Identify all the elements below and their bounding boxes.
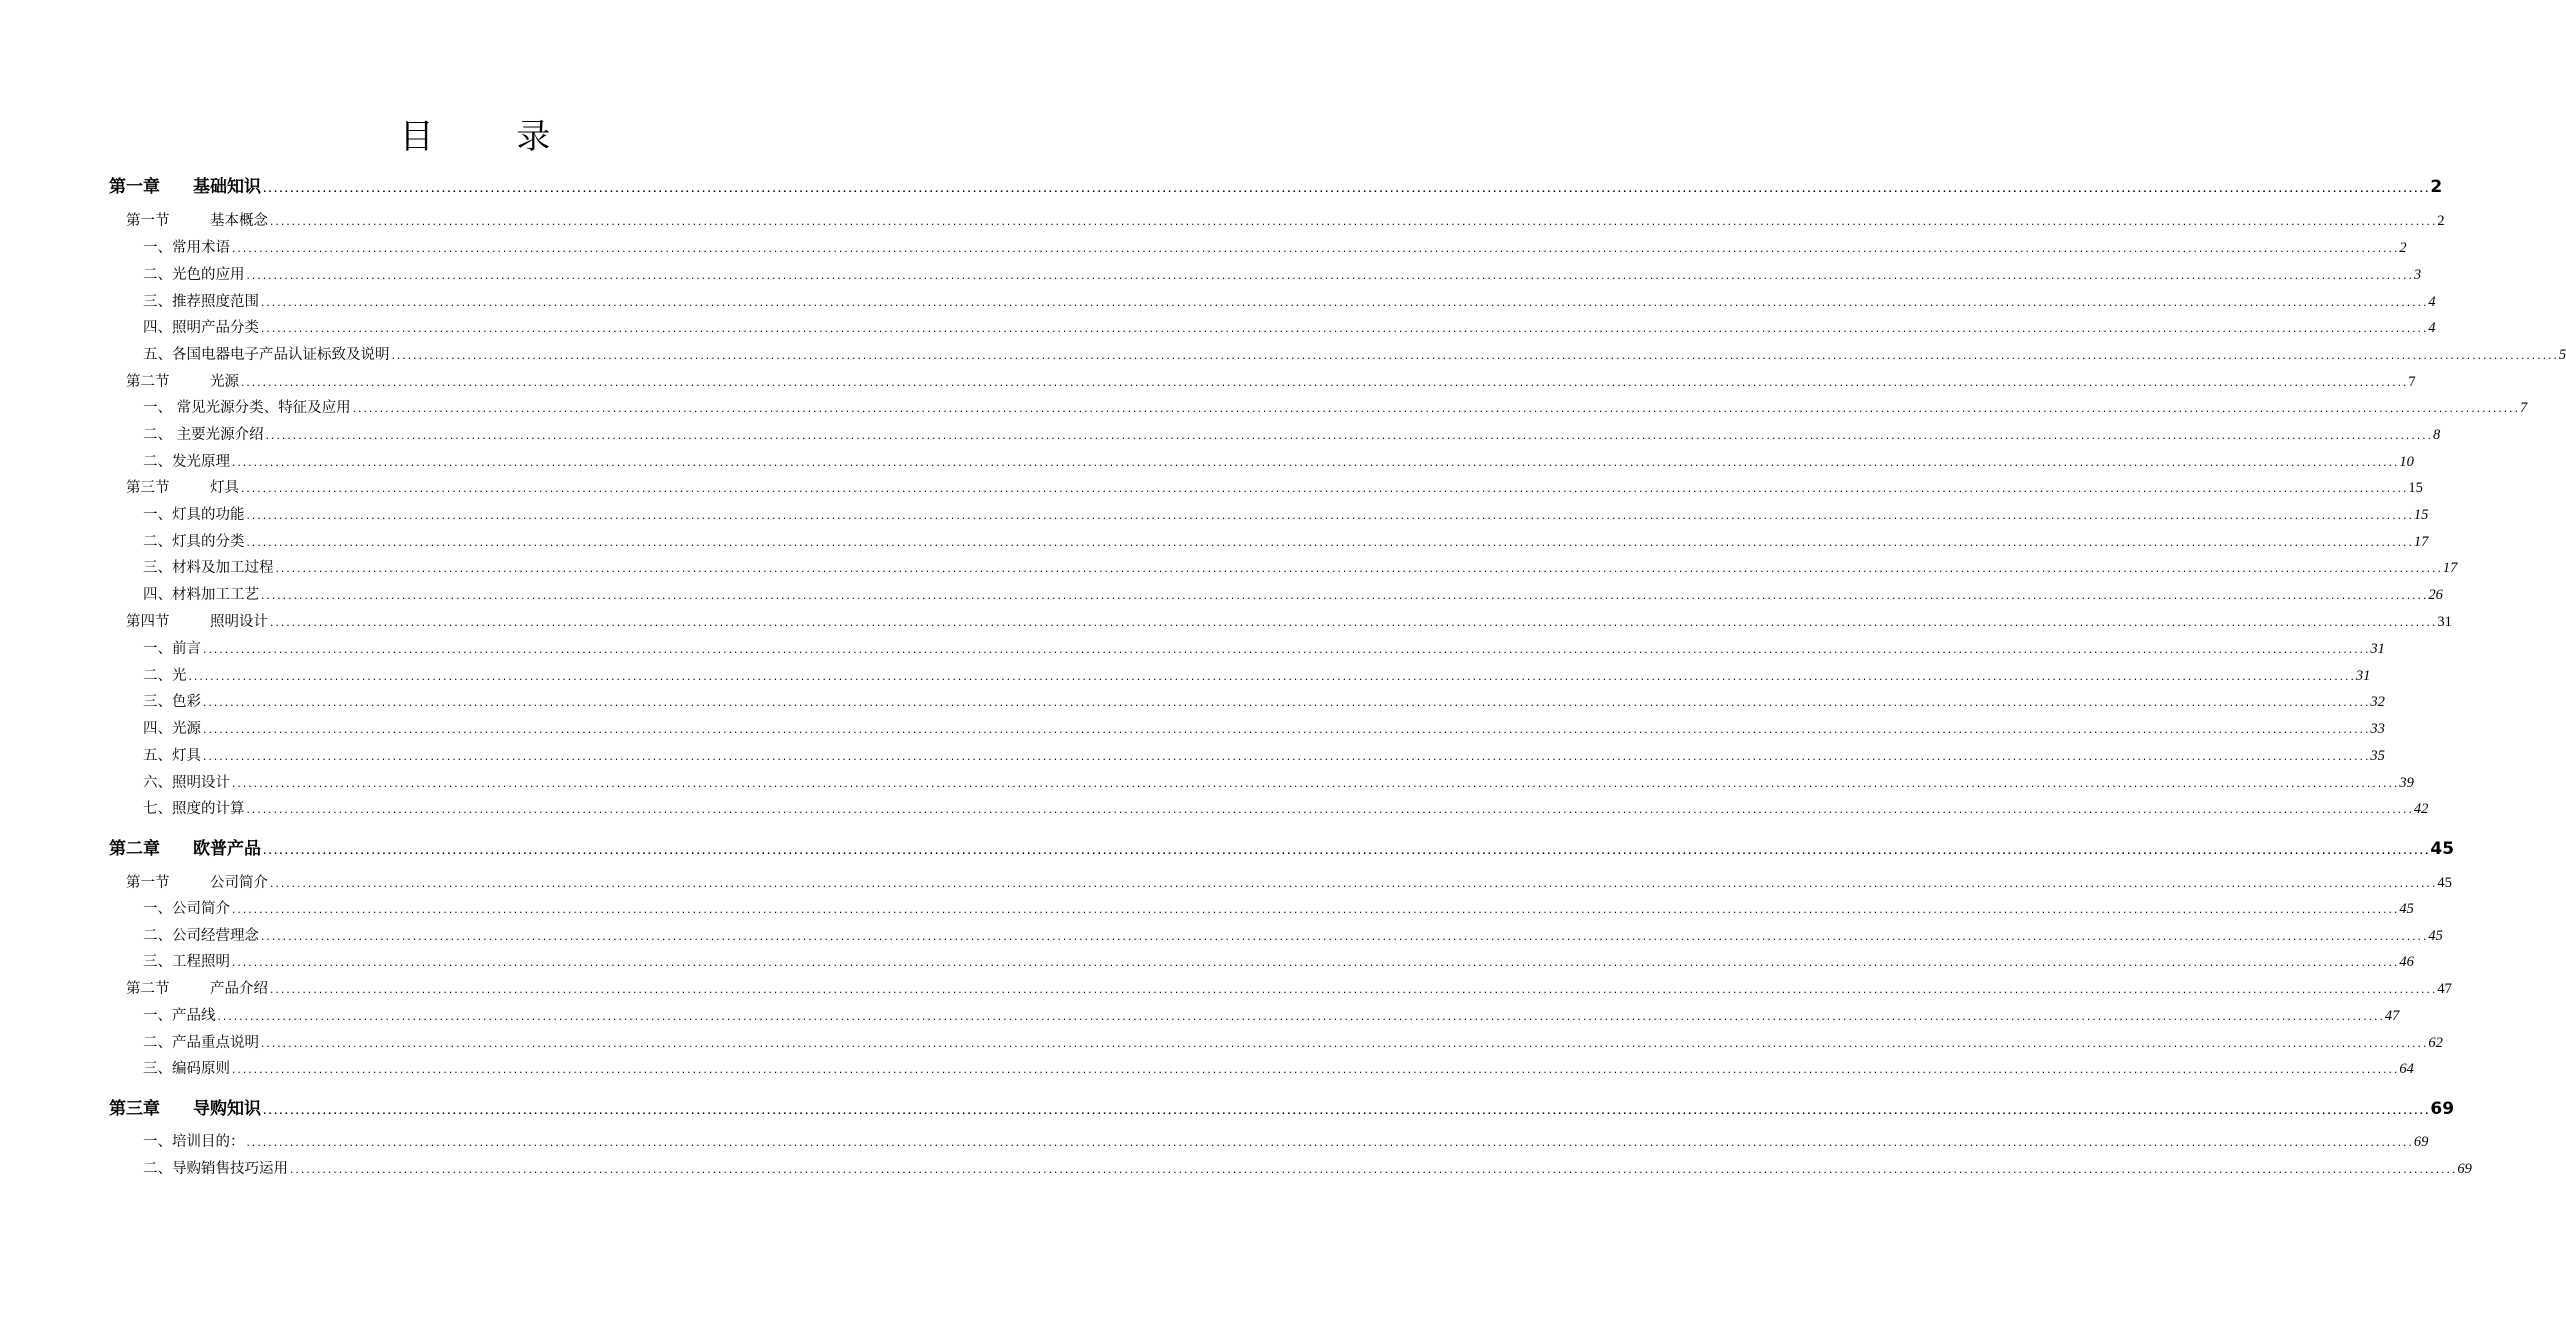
toc-entry-label: [143, 1130, 245, 1151]
toc-entry-item[interactable]: [143, 797, 2429, 818]
toc-entry-text: 二、导购销售技巧运用: [143, 1161, 288, 1177]
toc-entry-label: [143, 717, 201, 738]
toc-entry-label: [143, 690, 201, 711]
toc-dot-leader: ................................................................................................................................................................................................................................................................................................................................................................................................................: [240, 485, 2408, 495]
toc-entry-text: 一、 常见光源分类、特征及应用: [143, 400, 351, 416]
toc-dot-leader: ................................................................................................................................................................................................................................................................................................................................................................................................................: [231, 780, 2399, 790]
toc-entry-label: [143, 664, 187, 685]
toc-entry-text: 二、 主要光源介绍: [143, 427, 264, 443]
toc-entry-text: 三、推荐照度范围: [143, 294, 259, 310]
toc-entry-item[interactable]: [143, 263, 2422, 284]
toc-entry-item[interactable]: [143, 771, 2414, 792]
toc-page-number: 45: [2428, 928, 2443, 944]
toc-entry-text: 二、公司经营理念: [143, 928, 259, 944]
toc-entry-label: [143, 503, 245, 524]
toc-entry-text: 基本概念: [210, 213, 268, 229]
toc-entry-section[interactable]: [126, 977, 2452, 998]
toc-page-number: 2: [2430, 177, 2443, 197]
toc-dot-leader: ................................................................................................................................................................................................................................................................................................................................................................................................................: [260, 325, 2428, 335]
toc-entry-label: [143, 263, 245, 284]
toc-dot-leader: ................................................................................................................................................................................................................................................................................................................................................................................................................: [187, 673, 2355, 683]
toc-entry-item[interactable]: [143, 556, 2458, 577]
toc-entry-label: [143, 343, 390, 364]
toc-entry-text: 四、照明产品分类: [143, 320, 259, 336]
toc-dot-leader: ................................................................................................................................................................................................................................................................................................................................................................................................................: [351, 405, 2519, 415]
toc-dot-leader: ................................................................................................................................................................................................................................................................................................................................................................................................................: [231, 245, 2399, 255]
toc-entry-label: [143, 1057, 230, 1078]
toc-dot-leader: ................................................................................................................................................................................................................................................................................................................................................................................................................: [245, 806, 2413, 816]
toc-entry-label: [143, 1004, 216, 1025]
toc-page-number: 35: [2370, 748, 2385, 764]
toc-entry-text: 一、产品线: [143, 1008, 216, 1024]
toc-dot-leader: ................................................................................................................................................................................................................................................................................................................................................................................................................: [245, 272, 2413, 282]
toc-entry-text: 基础知识: [193, 177, 261, 197]
toc-page-number: 32: [2370, 694, 2385, 710]
toc-entry-label: [143, 950, 230, 971]
toc-entry-item[interactable]: [143, 343, 2566, 364]
toc-page-number: 64: [2399, 1061, 2414, 1077]
toc-entry-text: 光源: [210, 374, 239, 390]
toc-entry-label: [143, 1157, 288, 1178]
toc-entry-text: 六、照明设计: [143, 775, 230, 791]
toc-entry-label: [143, 290, 259, 311]
toc-page-number: 69: [2413, 1134, 2429, 1150]
toc-entry-text: 灯具: [210, 480, 239, 496]
toc-entry-text: 四、材料加工工艺: [143, 587, 259, 603]
toc-entry-item[interactable]: [143, 503, 2429, 524]
toc-dot-leader: ................................................................................................................................................................................................................................................................................................................................................................................................................: [390, 352, 2558, 362]
toc-entry-label: [126, 476, 239, 497]
toc-entry-label: [143, 396, 351, 417]
toc-entry-number: 第一节: [126, 213, 170, 229]
toc-dot-leader: ................................................................................................................................................................................................................................................................................................................................................................................................................: [260, 299, 2428, 309]
toc-entry-section[interactable]: [126, 610, 2452, 631]
toc-entry-number: 第三节: [126, 480, 170, 496]
toc-entry-text: 一、公司简介: [143, 901, 230, 917]
toc-entry-number: 第二章: [109, 839, 160, 859]
toc-page-number: 7: [2408, 374, 2416, 390]
toc-entry-number: 第三章: [109, 1099, 160, 1119]
toc-entry-item[interactable]: [143, 583, 2443, 604]
toc-page-number: 2: [2437, 213, 2445, 229]
toc-dot-leader: ................................................................................................................................................................................................................................................................................................................................................................................................................: [231, 1066, 2399, 1076]
toc-dot-leader: ................................................................................................................................................................................................................................................................................................................................................................................................................: [245, 512, 2413, 522]
toc-page-number: 45: [2430, 839, 2455, 859]
toc-entry-label: [126, 871, 268, 892]
toc-entry-number: 第二节: [126, 981, 170, 997]
toc-entry-label: [143, 1031, 259, 1052]
toc-entry-item[interactable]: [143, 1004, 2400, 1025]
toc-entry-label: [143, 771, 230, 792]
toc-dot-leader: ................................................................................................................................................................................................................................................................................................................................................................................................................: [245, 1139, 2413, 1149]
toc-entry-item[interactable]: [143, 396, 2528, 417]
toc-entry-label: [143, 423, 264, 444]
toc-dot-leader: ................................................................................................................................................................................................................................................................................................................................................................................................................: [269, 880, 2437, 890]
toc-page-number: 17: [2442, 560, 2458, 576]
toc-entry-text: 三、色彩: [143, 694, 201, 710]
toc-entry-text: 照明设计: [210, 614, 268, 630]
toc-entry-text: 五、各国电器电子产品认证标致及说明: [143, 347, 390, 363]
toc-entry-label: [143, 530, 245, 551]
toc-page-number: 4: [2428, 320, 2436, 336]
toc-entry-text: 五、灯具: [143, 748, 201, 764]
toc-entry-item[interactable]: [143, 690, 2385, 711]
toc-entry-chapter[interactable]: [109, 834, 2455, 859]
toc-entry-text: 导购知识: [193, 1099, 261, 1119]
toc-entry-section[interactable]: [126, 476, 2423, 497]
toc-entry-label: [126, 370, 239, 391]
toc-dot-leader: ................................................................................................................................................................................................................................................................................................................................................................................................................: [262, 847, 2430, 857]
toc-entry-section[interactable]: [126, 370, 2416, 391]
toc-dot-leader: ................................................................................................................................................................................................................................................................................................................................................................................................................: [231, 906, 2399, 916]
toc-entry-number: 第一节: [126, 875, 170, 891]
toc-entry-text: 一、培训目的：: [143, 1134, 245, 1150]
toc-page-number: 15: [2408, 480, 2423, 496]
toc-entry-item[interactable]: [143, 1130, 2429, 1151]
toc-entry-label: [143, 316, 259, 337]
toc-entry-item[interactable]: [143, 897, 2414, 918]
toc-page-number: 7: [2520, 400, 2528, 416]
toc-dot-leader: ................................................................................................................................................................................................................................................................................................................................................................................................................: [289, 1166, 2457, 1176]
toc-entry-label: [126, 977, 268, 998]
toc-entry-text: 四、光源: [143, 721, 201, 737]
toc-entry-item[interactable]: [143, 1157, 2472, 1178]
toc-entry-item[interactable]: [143, 664, 2371, 685]
toc-page-number: 2: [2399, 240, 2407, 256]
toc-page-number: 26: [2428, 587, 2443, 603]
toc-dot-leader: ................................................................................................................................................................................................................................................................................................................................................................................................................: [260, 1040, 2428, 1050]
toc-page-number: 39: [2399, 775, 2414, 791]
toc-page-number: 47: [2437, 981, 2452, 997]
toc-entry-label: [109, 834, 261, 859]
toc-entry-item[interactable]: [143, 423, 2441, 444]
toc-entry-text: 三、工程照明: [143, 954, 230, 970]
toc-dot-leader: ................................................................................................................................................................................................................................................................................................................................................................................................................: [216, 1013, 2384, 1023]
toc-page-number: 5: [2558, 347, 2566, 363]
toc-dot-leader: ................................................................................................................................................................................................................................................................................................................................................................................................................: [262, 185, 2430, 195]
toc-dot-leader: ................................................................................................................................................................................................................................................................................................................................................................................................................: [231, 459, 2399, 469]
toc-page-number: 10: [2399, 454, 2414, 470]
toc-page-number: 3: [2413, 267, 2422, 283]
toc-entry-number: 第一章: [109, 177, 160, 197]
toc-dot-leader: ................................................................................................................................................................................................................................................................................................................................................................................................................: [260, 592, 2428, 602]
toc-entry-label: [143, 556, 274, 577]
toc-entry-number: 第二节: [126, 374, 170, 390]
toc-dot-leader: ................................................................................................................................................................................................................................................................................................................................................................................................................: [269, 619, 2437, 629]
toc-dot-leader: ................................................................................................................................................................................................................................................................................................................................................................................................................: [202, 699, 2370, 709]
toc-entry-section[interactable]: [126, 209, 2445, 230]
toc-entry-item[interactable]: [143, 924, 2443, 945]
toc-entry-item[interactable]: [143, 637, 2385, 658]
toc-entry-item[interactable]: [143, 950, 2414, 971]
toc-entry-label: [109, 172, 261, 197]
toc-entry-item[interactable]: [143, 236, 2407, 257]
toc-entry-label: [126, 610, 268, 631]
toc-page-number: 69: [2430, 1099, 2455, 1119]
toc-page-number: 15: [2413, 507, 2429, 523]
toc-dot-leader: ................................................................................................................................................................................................................................................................................................................................................................................................................: [262, 1107, 2430, 1117]
toc-entry-label: [109, 1094, 261, 1119]
toc-page-number: 8: [2433, 427, 2441, 443]
toc-entry-label: [143, 450, 230, 471]
toc-entry-label: [143, 744, 201, 765]
toc-dot-leader: ................................................................................................................................................................................................................................................................................................................................................................................................................: [264, 432, 2432, 442]
toc-dot-leader: ................................................................................................................................................................................................................................................................................................................................................................................................................: [260, 933, 2428, 943]
toc-page-number: 45: [2437, 875, 2452, 891]
toc-dot-leader: ................................................................................................................................................................................................................................................................................................................................................................................................................: [202, 753, 2370, 763]
toc-dot-leader: ................................................................................................................................................................................................................................................................................................................................................................................................................: [240, 379, 2408, 389]
toc-entry-item[interactable]: [143, 530, 2429, 551]
toc-entry-item[interactable]: [143, 1031, 2443, 1052]
toc-page-number: 17: [2413, 534, 2429, 550]
toc-entry-text: 一、灯具的功能: [143, 507, 245, 523]
toc-page-number: 33: [2370, 721, 2385, 737]
toc-entry-label: [143, 583, 259, 604]
toc-entry-text: 七、照度的计算: [143, 801, 245, 817]
toc-entry-text: 三、材料及加工过程: [143, 560, 274, 576]
toc-entry-text: 公司简介: [210, 875, 268, 891]
toc-dot-leader: ................................................................................................................................................................................................................................................................................................................................................................................................................: [202, 726, 2370, 736]
toc-dot-leader: ................................................................................................................................................................................................................................................................................................................................................................................................................: [269, 218, 2437, 228]
toc-page-number: 47: [2384, 1008, 2400, 1024]
toc-entry-chapter[interactable]: [109, 1094, 2455, 1119]
toc-page-number: 31: [2355, 668, 2371, 684]
toc-entry-label: [143, 797, 245, 818]
toc-dot-leader: ................................................................................................................................................................................................................................................................................................................................................................................................................: [231, 959, 2399, 969]
toc-entry-label: [143, 897, 230, 918]
toc-entry-item[interactable]: [143, 744, 2385, 765]
toc-entry-label: [126, 209, 268, 230]
toc-entry-text: 欧普产品: [193, 839, 261, 859]
toc-page-number: 31: [2370, 641, 2385, 657]
toc-entry-item[interactable]: [143, 450, 2414, 471]
toc-entry-label: [143, 236, 230, 257]
toc-entry-item[interactable]: [143, 1057, 2414, 1078]
toc-page-number: 45: [2399, 901, 2414, 917]
toc-dot-leader: ................................................................................................................................................................................................................................................................................................................................................................................................................: [269, 986, 2437, 996]
toc-dot-leader: ................................................................................................................................................................................................................................................................................................................................................................................................................: [245, 539, 2413, 549]
toc-entry-text: 一、前言: [143, 641, 201, 657]
toc-entry-item[interactable]: [143, 290, 2436, 311]
toc-entry-text: 二、光: [143, 668, 187, 684]
toc-entry-text: 产品介绍: [210, 981, 268, 997]
toc-page-number: 46: [2399, 954, 2414, 970]
toc-page-number: 62: [2428, 1035, 2443, 1051]
toc-entry-item[interactable]: [143, 316, 2436, 337]
toc-page-number: 31: [2437, 614, 2452, 630]
toc-entry-label: [143, 924, 259, 945]
toc-entry-number: 第四节: [126, 614, 170, 630]
toc-entry-text: 二、灯具的分类: [143, 534, 245, 550]
toc-dot-leader: ................................................................................................................................................................................................................................................................................................................................................................................................................: [202, 646, 2370, 656]
toc-entry-text: 二、光色的应用: [143, 267, 245, 283]
toc-page-number: 69: [2457, 1161, 2472, 1177]
toc-entry-text: 三、编码原则: [143, 1061, 230, 1077]
toc-entry-section[interactable]: [126, 871, 2452, 892]
toc-title: 目 录: [399, 117, 587, 157]
toc-entry-label: [143, 637, 201, 658]
toc-entry-text: 一、常用术语: [143, 240, 230, 256]
toc-dot-leader: ................................................................................................................................................................................................................................................................................................................................................................................................................: [274, 565, 2442, 575]
toc-page-number: 4: [2428, 294, 2436, 310]
toc-entry-text: 二、发光原理: [143, 454, 230, 470]
toc-entry-item[interactable]: [143, 717, 2385, 738]
toc-entry-text: 二、产品重点说明: [143, 1035, 259, 1051]
toc-page-number: 42: [2413, 801, 2429, 817]
toc-entry-chapter[interactable]: [109, 172, 2443, 197]
